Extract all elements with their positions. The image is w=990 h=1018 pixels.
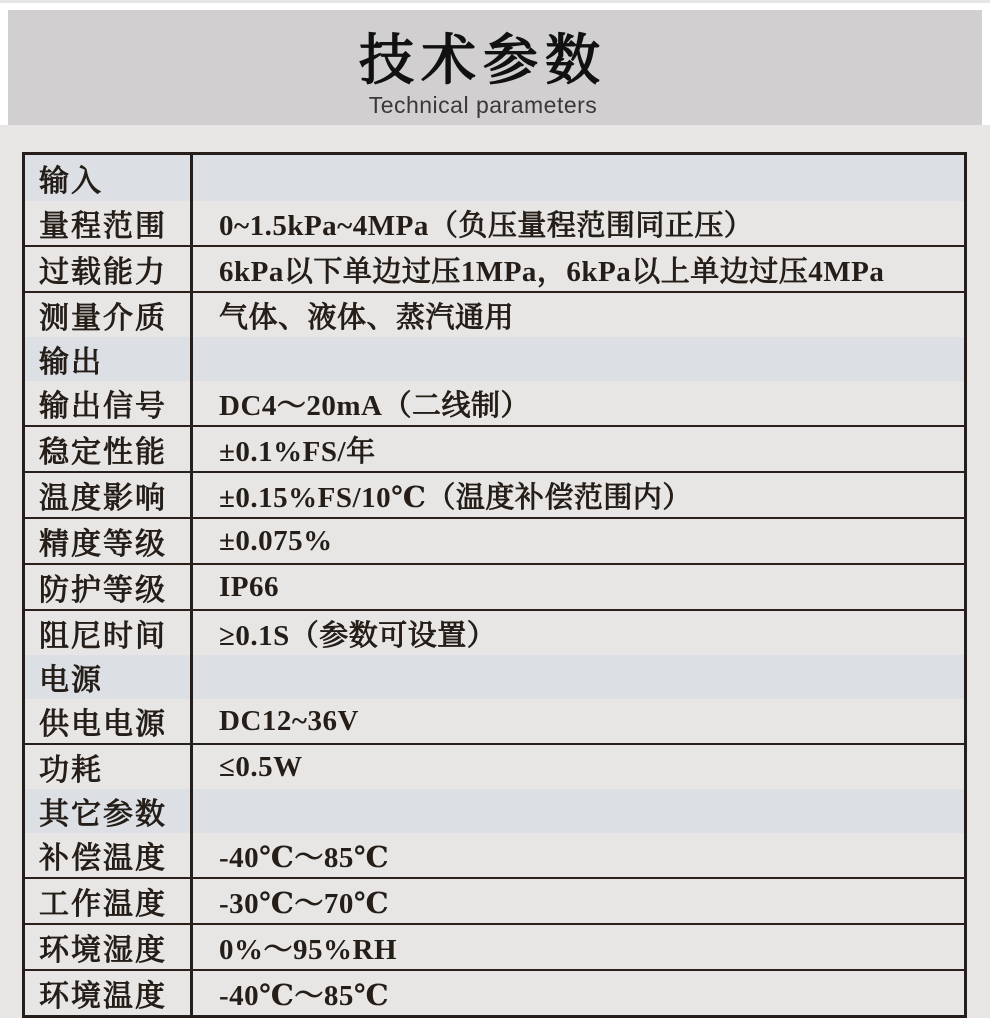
spec-table [22, 152, 967, 1018]
table-row [25, 337, 964, 381]
row-label: 电源 [25, 655, 193, 699]
table-row [25, 609, 964, 655]
row-value: 0%～95%RH [219, 933, 398, 966]
row-value: -40℃～85℃ [219, 841, 390, 874]
row-label: 阻尼时间 [25, 611, 193, 655]
table-row [25, 923, 964, 969]
table-row [25, 833, 964, 877]
row-value: DC4～20mA（二线制） [219, 389, 530, 422]
row-label: 防护等级 [25, 565, 193, 609]
table-row [25, 381, 964, 425]
row-label: 过载能力 [25, 247, 193, 291]
row-value: -40℃～85℃ [219, 979, 390, 1012]
table-row [25, 789, 964, 833]
row-label: 功耗 [25, 745, 193, 789]
row-value [193, 655, 964, 699]
page-subtitle: Technical parameters [368, 92, 598, 118]
table-row [25, 655, 964, 699]
row-label: 输入 [25, 155, 193, 201]
row-value: DC12~36V [219, 704, 359, 737]
row-label: 其它参数 [25, 789, 193, 833]
table-row [25, 517, 964, 563]
row-value: ±0.1%FS/年 [219, 435, 376, 468]
row-label: 输出信号 [25, 381, 193, 425]
row-label: 环境温度 [25, 971, 193, 1015]
table-row [25, 969, 964, 1015]
table-row [25, 425, 964, 471]
row-label: 精度等级 [25, 519, 193, 563]
table-row [25, 699, 964, 743]
table-row [25, 201, 964, 245]
row-label: 环境湿度 [25, 925, 193, 969]
row-value: 0~1.5kPa~4MPa（负压量程范围同正压） [219, 209, 754, 242]
table-row [25, 563, 964, 609]
row-label: 补偿温度 [25, 833, 193, 877]
table-row [25, 877, 964, 923]
row-value: ±0.15%FS/10℃（温度补偿范围内） [219, 481, 692, 514]
row-value: ≤0.5W [219, 750, 303, 783]
table-row [25, 291, 964, 337]
row-label: 量程范围 [25, 201, 193, 245]
row-value: ≥0.1S（参数可设置） [219, 619, 497, 652]
row-value [193, 789, 964, 833]
header-band [8, 10, 982, 125]
row-value: ±0.075% [219, 524, 333, 557]
row-label: 稳定性能 [25, 427, 193, 471]
row-value: 6kPa以下单边过压1MPa，6kPa以上单边过压4MPa [219, 255, 885, 288]
page-title: 技术参数 [358, 29, 607, 91]
table-row [25, 471, 964, 517]
row-label: 温度影响 [25, 473, 193, 517]
row-value: IP66 [219, 570, 279, 603]
row-value [193, 155, 964, 201]
row-value: -30℃～70℃ [219, 887, 390, 920]
table-row [25, 743, 964, 789]
row-value: 气体、液体、蒸汽通用 [219, 301, 515, 334]
row-label: 工作温度 [25, 879, 193, 923]
row-value [193, 337, 964, 381]
row-label: 输出 [25, 337, 193, 381]
row-label: 供电电源 [25, 699, 193, 743]
table-row [25, 245, 964, 291]
table-row [25, 155, 964, 201]
row-label: 测量介质 [25, 293, 193, 337]
